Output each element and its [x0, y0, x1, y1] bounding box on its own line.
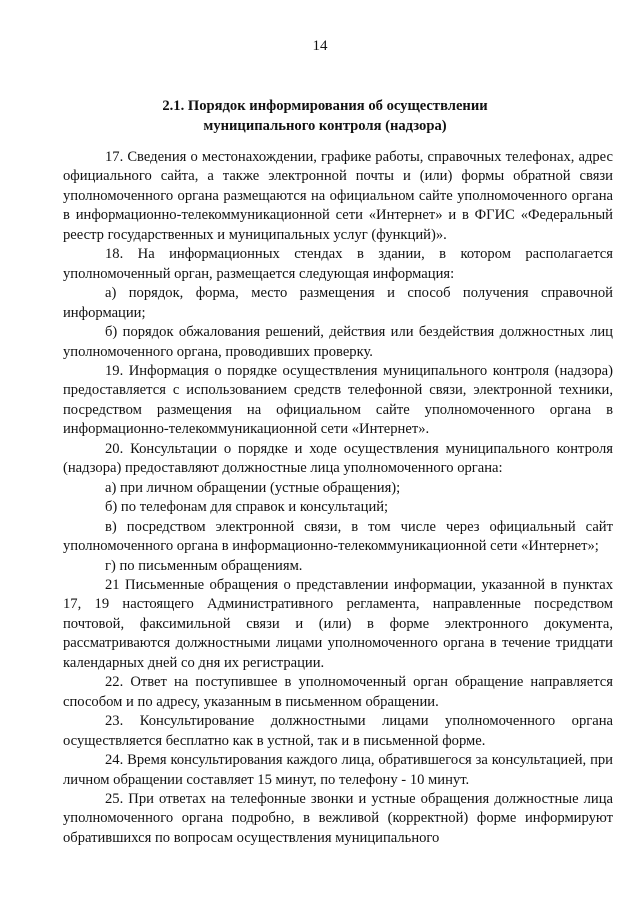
section-heading-line-2: муниципального контроля (надзора): [203, 118, 447, 134]
paragraph-18-item-a: а) порядок, форма, место размещения и способ получения справочной информации;: [63, 285, 613, 321]
paragraph-20-item-a: а) при личном обращении (устные обращения);: [105, 479, 401, 496]
paragraph-25: 25. При ответах на телефонные звонки и устные обращения должностные лица уполномоченного органа подробно, в вежливой (корректной) форме информируют обратившихся по вопросам осуществления муниципального: [63, 790, 613, 846]
paragraph-19: 19. Информация о порядке осуществления муниципального контроля (надзора) предоставляется с использованием средств телефонной связи, электронной техники, посредством размещения на официальном сайте уполномоченного органа в информационно-телекоммуникационной сети «Интернет».: [63, 362, 613, 438]
paragraph-17: 17. Сведения о местонахождении, графике работы, справочных телефонах, адрес официального сайта, а также электронной почты и (или) формы обратной связи уполномоченного органа размещаются на официальном сайте уполномоченного органа в информационно-телекоммуникационной сети «Интернет» и в ФГИС «Федеральный реестр государственных и муниципальных услуг (функций)».: [63, 149, 613, 243]
section-heading-line-1: 2.1. Порядок информирования об осуществлении: [162, 98, 488, 114]
paragraph-18-item-b: б) порядок обжалования решений, действия или бездействия должностных лиц уполномоченного органа, проводивших проверку.: [63, 324, 613, 360]
paragraph-24: 24. Время консультирования каждого лица, обратившегося за консультацией, при личном обращении составляет 15 минут, по телефону - 10 минут.: [63, 752, 613, 788]
paragraph-22: 22. Ответ на поступившее в уполномоченный орган обращение направляется способом и по адресу, указанным в письменном обращении.: [63, 674, 613, 710]
paragraph-18: 18. На информационных стендах в здании, в котором располагается уполномоченный орган, размещается следующая информация:: [63, 246, 613, 282]
paragraph-20-item-b: б) по телефонам для справок и консультаций;: [105, 499, 389, 516]
paragraph-20-item-d: г) по письменным обращениям.: [105, 557, 303, 574]
paragraph-20-item-c: в) посредством электронной связи, в том числе через официальный сайт уполномоченного органа в информационно-телекоммуникационной сети «Интернет»;: [63, 518, 613, 555]
paragraph-21: 21 Письменные обращения о представлении информации, указанной в пунктах 17, 19 настоящего Административного регламента, направленные посредством почтовой, факсимильной связи и (или) в форме электронного документа, рассматриваются должностными лицами уполномоченного органа в течение тридцати календарных дней со дня их регистрации.: [63, 576, 613, 671]
page-number: 14: [312, 38, 328, 54]
section-heading: [60, 96, 590, 136]
paragraph-23: 23. Консультирование должностными лицами уполномоченного органа осуществляется бесплатно как в устной, так и в письменной форме.: [63, 713, 613, 749]
body-text: [63, 148, 613, 848]
paragraph-20: 20. Консультации о порядке и ходе осуществления муниципального контроля (надзора) предоставляют должностные лица уполномоченного органа:: [63, 440, 613, 477]
